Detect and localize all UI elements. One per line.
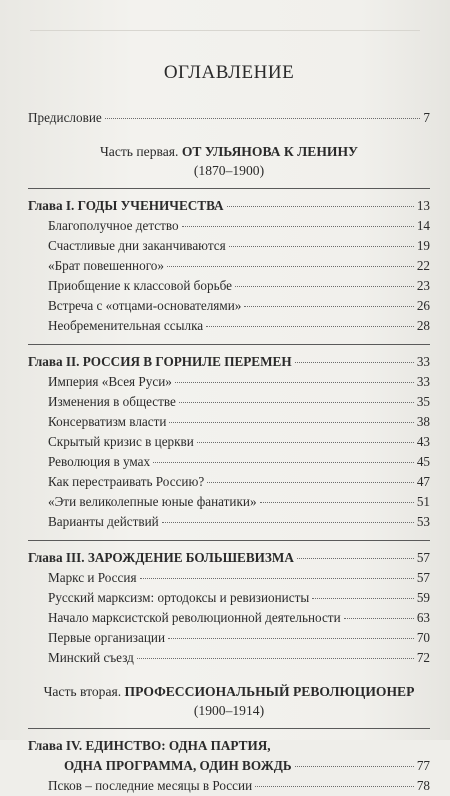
entry-label: Благополучное детство (48, 218, 179, 233)
entry-label: Необременительная ссылка (48, 318, 204, 333)
entry-page: 28 (416, 318, 430, 333)
divider (28, 540, 430, 541)
entry-page: 51 (416, 494, 430, 509)
toc-entry-chapter-1 (28, 196, 430, 216)
entry-page: 7 (423, 110, 430, 125)
entry-label: Предисловие (28, 110, 102, 125)
dot-leader (295, 362, 414, 363)
entry-page: 14 (416, 218, 430, 233)
dot-leader (179, 402, 414, 403)
toc-entry (28, 392, 430, 412)
toc-entry (28, 776, 430, 796)
entry-page: 53 (416, 514, 430, 529)
dot-leader (295, 766, 414, 767)
toc-entry (28, 452, 430, 472)
toc-entry (28, 588, 430, 608)
entry-page: 33 (416, 354, 430, 369)
entry-label: Начало марксистской революционной деятельности (48, 610, 341, 625)
entry-page: 13 (416, 198, 430, 213)
toc-entry (28, 472, 430, 492)
page-header-rule (30, 22, 420, 31)
dot-leader (260, 502, 414, 503)
dot-leader (162, 522, 414, 523)
entry-label: Консерватизм власти (48, 414, 167, 429)
dot-leader (344, 618, 414, 619)
toc-entry (28, 316, 430, 336)
toc-entry (28, 236, 430, 256)
entry-label: Как перестраивать Россию? (48, 474, 205, 489)
toc-entry (28, 296, 430, 316)
part-label: Часть первая. (99, 144, 179, 159)
toc-entry-chapter-3 (28, 548, 430, 568)
dot-leader (140, 578, 414, 579)
part-heading-2 (28, 682, 430, 701)
entry-label: Псков – последние месяцы в России (48, 778, 253, 793)
table-of-contents (28, 62, 430, 796)
entry-page: 45 (416, 454, 430, 469)
dot-leader (244, 306, 413, 307)
entry-label: Счастливые дни заканчиваются (48, 238, 226, 253)
toc-entry (28, 608, 430, 628)
part-years: (1870–1900) (193, 163, 265, 178)
entry-label: Скрытый кризис в церкви (48, 434, 194, 449)
entry-page: 72 (416, 650, 430, 665)
divider (28, 344, 430, 345)
dot-leader (206, 326, 414, 327)
toc-entry (28, 412, 430, 432)
chapter-label: Глава I. ГОДЫ УЧЕНИЧЕСТВА (28, 198, 224, 213)
toc-entry (28, 628, 430, 648)
entry-page: 70 (416, 630, 430, 645)
dot-leader (255, 786, 414, 787)
toc-entry (28, 568, 430, 588)
toc-entry (28, 648, 430, 668)
entry-label: «Эти великолепные юные фанатики» (48, 494, 257, 509)
toc-entry (28, 216, 430, 236)
toc-entry (28, 492, 430, 512)
toc-title: ОГЛАВЛЕНИЕ (163, 62, 295, 83)
toc-entry (28, 512, 430, 532)
entry-page: 33 (416, 374, 430, 389)
entry-page: 26 (416, 298, 430, 313)
part-title: ОТ УЛЬЯНОВА К ЛЕНИНУ (181, 144, 359, 159)
entry-page: 57 (416, 570, 430, 585)
entry-page: 77 (416, 758, 430, 773)
entry-label: Русский марксизм: ортодоксы и ревизионисты (48, 590, 310, 605)
entry-label: Варианты действий (48, 514, 159, 529)
dot-leader (235, 286, 414, 287)
chapter-label: Глава III. ЗАРОЖДЕНИЕ БОЛЬШЕВИЗМА (28, 550, 294, 565)
chapter-4-line-1: Глава IV. ЕДИНСТВО: ОДНА ПАРТИЯ, (28, 738, 271, 753)
part-heading-1 (28, 142, 430, 161)
toc-entry-preface (28, 108, 430, 128)
entry-label: Изменения в обществе (48, 394, 176, 409)
entry-label: Первые организации (48, 630, 166, 645)
entry-label: «Брат повешенного» (48, 258, 164, 273)
entry-page: 19 (416, 238, 430, 253)
dot-leader (168, 638, 414, 639)
entry-page: 59 (416, 590, 430, 605)
part-label: Часть вторая. (43, 684, 122, 699)
entry-page: 38 (416, 414, 430, 429)
part-title: ПРОФЕССИОНАЛЬНЫЙ РЕВОЛЮЦИОНЕР (124, 684, 415, 699)
entry-page: 78 (416, 778, 430, 793)
divider (28, 728, 430, 729)
dot-leader (137, 658, 414, 659)
dot-leader (182, 226, 414, 227)
entry-page: 57 (416, 550, 430, 565)
dot-leader (297, 558, 414, 559)
dot-leader (169, 422, 413, 423)
entry-label: Приобщение к классовой борьбе (48, 278, 232, 293)
dot-leader (167, 266, 414, 267)
toc-entry (28, 432, 430, 452)
entry-page: 63 (416, 610, 430, 625)
entry-page: 23 (416, 278, 430, 293)
toc-entry-chapter-4 (28, 756, 430, 776)
dot-leader (153, 462, 414, 463)
chapter-label: ОДНА ПРОГРАММА, ОДИН ВОЖДЬ (64, 758, 292, 773)
entry-label: Революция в умах (48, 454, 151, 469)
dot-leader (229, 246, 414, 247)
divider (28, 188, 430, 189)
dot-leader (207, 482, 414, 483)
dot-leader (175, 382, 414, 383)
entry-label: Империя «Всея Руси» (48, 374, 172, 389)
entry-page: 43 (416, 434, 430, 449)
entry-page: 35 (416, 394, 430, 409)
dot-leader (227, 206, 414, 207)
dot-leader (105, 118, 421, 119)
dot-leader (197, 442, 414, 443)
entry-label: Маркс и Россия (48, 570, 137, 585)
entry-page: 47 (416, 474, 430, 489)
part-years: (1900–1914) (193, 703, 265, 718)
entry-label: Минский съезд (48, 650, 134, 665)
toc-entry (28, 276, 430, 296)
dot-leader (312, 598, 414, 599)
chapter-label: Глава II. РОССИЯ В ГОРНИЛЕ ПЕРЕМЕН (28, 354, 292, 369)
toc-entry (28, 372, 430, 392)
toc-entry-chapter-2 (28, 352, 430, 372)
entry-page: 22 (416, 258, 430, 273)
entry-label: Встреча с «отцами-основателями» (48, 298, 242, 313)
toc-entry (28, 256, 430, 276)
